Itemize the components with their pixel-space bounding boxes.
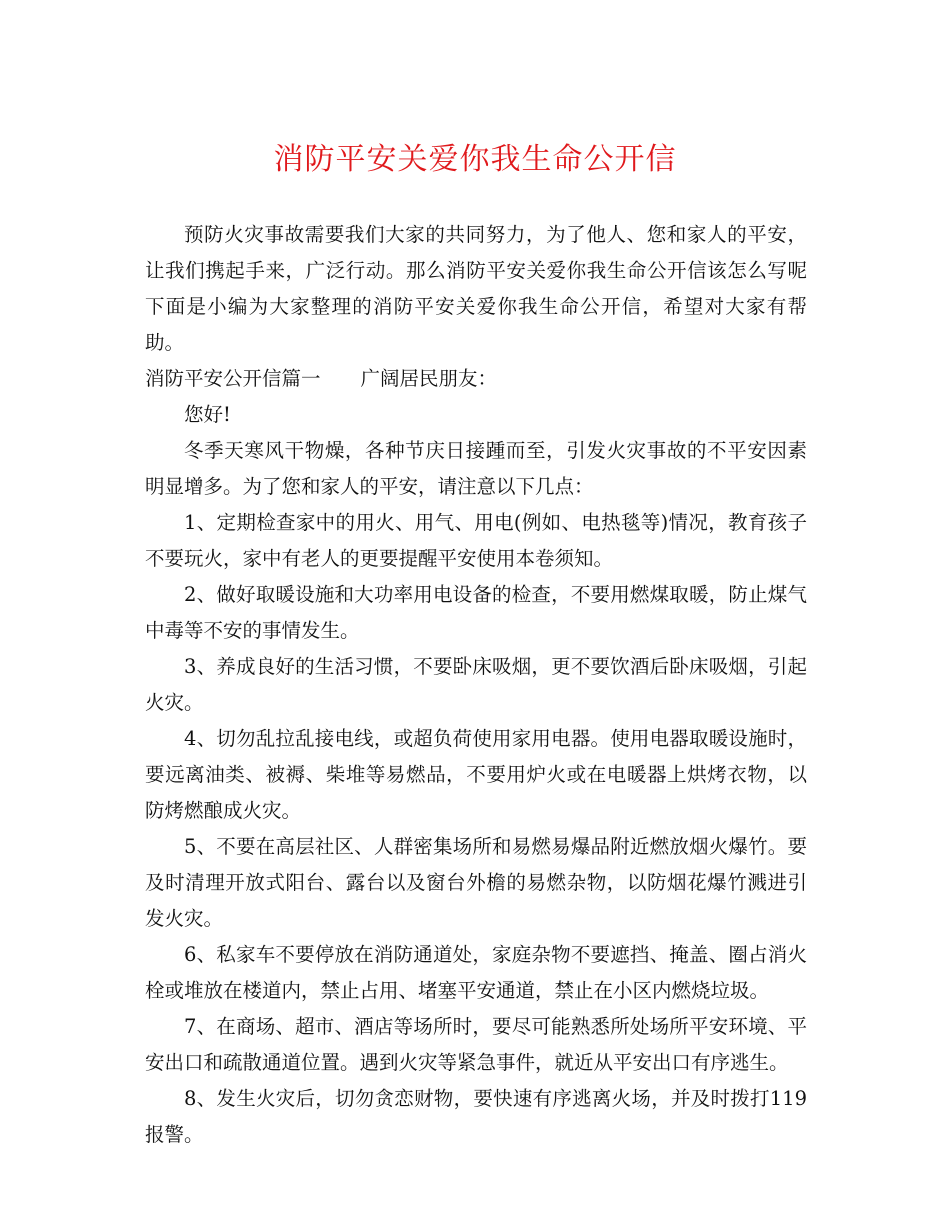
list-item: 3、养成良好的生活习惯，不要卧床吸烟，更不要饮酒后卧床吸烟，引起火灾。 [145,655,807,714]
section-heading-line [145,361,807,397]
document-body [145,217,807,1153]
list-item: 8、发生火灾后，切勿贪恋财物，要快速有序逃离火场，并及时拨打119报警。 [145,1087,807,1146]
greeting: 您好! [184,403,231,426]
section-heading: 消防平安公开信篇一 [145,367,321,390]
intro-paragraph: 预防火灾事故需要我们大家的共同努力，为了他人、您和家人的平安，让我们携起手来，广泛行动。那么消防平安关爱你我生命公开信该怎么写呢下面是小编为大家整理的消防平安关爱你我生命公开信，希望对大家有帮助。 [145,223,807,354]
list-item: 7、在商场、超市、酒店等场所时，要尽可能熟悉所处场所平安环境、平安出口和疏散通道位置。遇到火灾等紧急事件，就近从平安出口有序逃生。 [145,1015,807,1074]
opening-paragraph: 冬季天寒风干物燥，各种节庆日接踵而至，引发火灾事故的不平安因素明显增多。为了您和家人的平安，请注意以下几点： [145,439,807,498]
addressee: 广阔居民朋友： [360,367,498,390]
list-item: 6、私家车不要停放在消防通道处，家庭杂物不要遮挡、掩盖、圈占消火栓或堆放在楼道内，禁止占用、堵塞平安通道，禁止在小区内燃烧垃圾。 [145,943,807,1002]
list-item: 1、定期检查家中的用火、用气、用电(例如、电热毯等)情况，教育孩子不要玩火，家中有老人的更要提醒平安使用本卷须知。 [145,511,807,570]
list-item: 4、切勿乱拉乱接电线，或超负荷使用家用电器。使用电器取暖设施时，要远离油类、被褥、柴堆等易燃品，不要用炉火或在电暖器上烘烤衣物，以防烤燃酿成火灾。 [145,727,807,822]
list-item: 2、做好取暖设施和大功率用电设备的检查，不要用燃煤取暖，防止煤气中毒等不安的事情发生。 [145,583,807,642]
document-title: 消防平安关爱你我生命公开信 [273,142,677,177]
list-item: 5、不要在高层社区、人群密集场所和易燃易爆品附近燃放烟火爆竹。要及时清理开放式阳台、露台以及窗台外檐的易燃杂物，以防烟花爆竹溅进引发火灾。 [145,835,807,930]
